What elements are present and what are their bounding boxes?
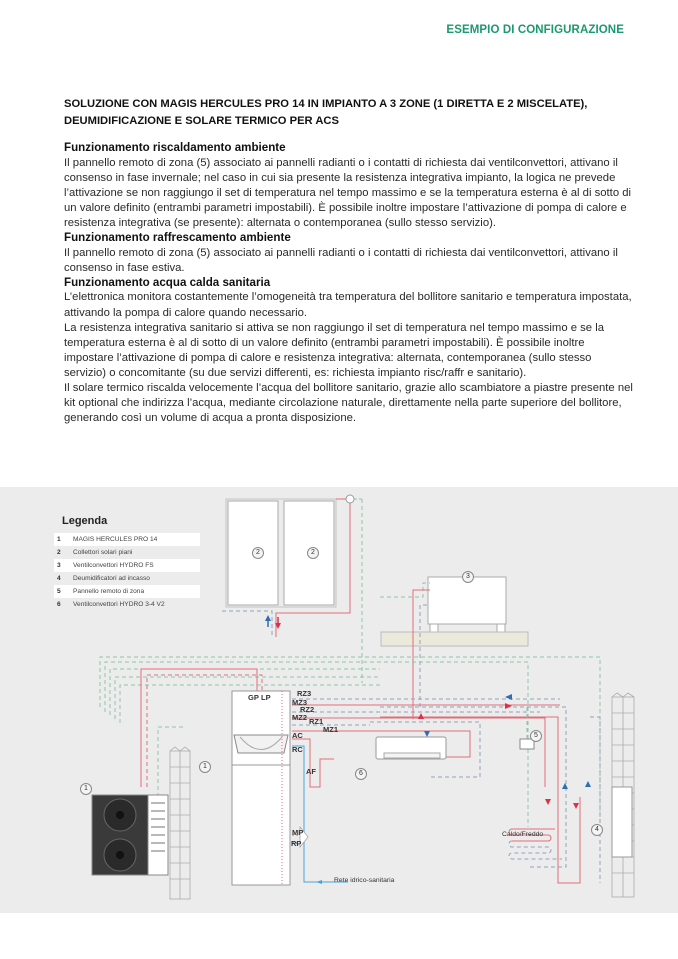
indoor-unit-icon	[232, 691, 290, 885]
legend-item	[54, 585, 200, 598]
callout-outdoor-unit: 1	[80, 783, 92, 795]
callout-fancoil-fs: 3	[462, 571, 474, 583]
title-line-2: DEUMIDIFICAZIONE E SOLARE TERMICO PER ACS	[64, 115, 339, 127]
callout-solar-b: 2	[307, 547, 319, 559]
legend-title: Legenda	[62, 515, 108, 527]
paragraph-dhw-1: L’elettronica monitora costantemente l’omogeneità tra temperatura del bollitore sanitario e temperatura impostata, attivando la pompa di calore quando necessario.	[64, 291, 632, 319]
legend-list	[54, 533, 200, 611]
legend-item	[54, 546, 200, 559]
legend-item	[54, 598, 200, 611]
label-af: AF	[306, 767, 316, 776]
callout-remote-panel: 5	[530, 730, 542, 742]
page-title	[64, 96, 634, 130]
legend-item-label: Collettori solari piani	[73, 549, 133, 556]
callout-fancoil-v2: 6	[355, 768, 367, 780]
paragraph-dhw-2: La resistenza integrativa sanitario si attiva se non raggiungo il set di temperatura nel tempo massimo e se la temperatura esterna è al di sotto di un valore definito (entrambi parametri impostabili). È possibile inoltre impostare l’attivazione di pompa di calore e resistenza integrativa: alternata, contemporanea (sullo stesso servizio) o concomitante (su due servizi differenti, es: richiesta impianto risc/raffr e sanitario).	[64, 321, 605, 379]
paragraph-dhw-3: Il solare termico riscalda velocemente l’acqua del bollitore sanitario, grazie allo scambiatore a piastre presente nel kit optional che indirizza l’acqua, mediante circolazione naturale, direttamente nella parte superiore del bollitore, generando così un volume di acqua a pronta disposizione.	[64, 382, 633, 425]
heading-heating: Funzionamento riscaldamento ambiente	[64, 141, 286, 154]
paragraph-heating: Il pannello remoto di zona (5) associato ai pannelli radianti o i contatti di richiesta dai ventilconvettori, attivano il consenso in fase invernale; nel caso in cui sia presente la resistenza integrativa impianto, la logica ne prevede l’attivazione se non raggiungo il set di temperatura nel tempo massimo e se la temperatura esterna è al di sotto di un valore definito (entrambi parametri impostabili). È possibile inoltre impostare l’attivazione di pompa di calore e resistenza integrativa (se presente): alternata o contemporanea (sullo stesso servizio).	[64, 156, 632, 229]
heading-dhw: Funzionamento acqua calda sanitaria	[64, 275, 271, 289]
legend-item	[54, 559, 200, 572]
legend-item-number: 1	[57, 536, 61, 543]
description-body	[64, 141, 634, 426]
legend	[54, 515, 200, 611]
label-rz1: RZ1	[309, 717, 324, 726]
label-mz1: MZ1	[323, 725, 338, 734]
legend-item-label: Ventilconvettori HYDRO FS	[73, 562, 154, 569]
legend-item-number: 2	[57, 549, 61, 556]
legend-item-label: Ventilconvettori HYDRO 3-4 V2	[73, 601, 165, 608]
callout-indoor-unit: 1	[199, 761, 211, 773]
legend-item-number: 6	[57, 601, 61, 608]
legend-item-number: 4	[57, 575, 61, 582]
legend-item-label: Pannello remoto di zona	[73, 588, 145, 595]
floor-heating-label: Caldo/Freddo	[502, 831, 544, 838]
outdoor-unit-icon	[92, 795, 168, 875]
wall-left	[170, 747, 190, 899]
paragraph-cooling: Il pannello remoto di zona (5) associato ai pannelli radianti o i contatti di richiesta dai ventilconvettori, attivano il consenso in fase estiva.	[64, 246, 618, 274]
label-rz2: RZ2	[300, 705, 315, 714]
label-rz3: RZ3	[297, 689, 312, 698]
label-lp: LP	[261, 693, 271, 702]
callout-dehumidifier: 4	[591, 824, 603, 836]
section-tag-text: ESEMPIO DI CONFIGURAZIONE	[446, 24, 624, 36]
legend-item-label: Deumidificatori ad incasso	[73, 575, 150, 582]
water-mains-label: Rete idrico-sanitaria	[334, 877, 395, 884]
configuration-diagram	[0, 487, 678, 913]
label-rp: RP	[291, 839, 302, 848]
section-tag	[446, 24, 624, 36]
legend-item	[54, 533, 200, 546]
label-mp: MP	[292, 828, 304, 837]
legend-item-label: MAGIS HERCULES PRO 14	[73, 536, 158, 543]
legend-item-number: 5	[57, 588, 61, 595]
legend-item	[54, 572, 200, 585]
label-mz2: MZ2	[292, 713, 307, 722]
label-mz3: MZ3	[292, 698, 307, 707]
label-rc: RC	[292, 745, 303, 754]
title-line-1: SOLUZIONE CON MAGIS HERCULES PRO 14 IN IMPIANTO A 3 ZONE (1 DIRETTA E 2 MISCELATE),	[64, 98, 588, 110]
heading-cooling: Funzionamento raffrescamento ambiente	[64, 231, 291, 245]
label-gp: GP	[248, 693, 259, 702]
callout-solar-a: 2	[252, 547, 264, 559]
label-ac: AC	[292, 731, 303, 740]
legend-item-number: 3	[57, 562, 61, 569]
solar-collectors-icon	[222, 495, 362, 683]
